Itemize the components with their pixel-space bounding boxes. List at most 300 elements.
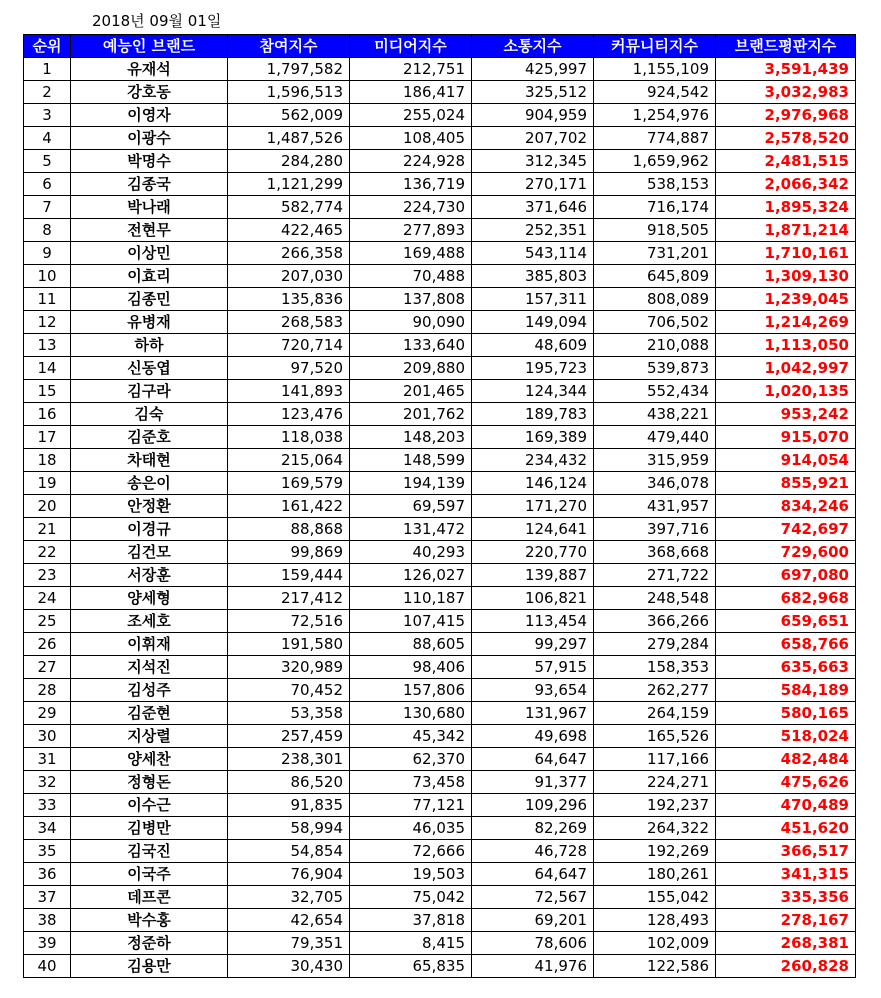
rank-cell: 37 [24,886,71,909]
table-row [24,58,856,81]
participation-cell: 88,868 [228,518,350,541]
participation-cell: 320,989 [228,656,350,679]
communication-cell: 904,959 [472,104,594,127]
table-row [24,518,856,541]
media-cell: 98,406 [350,656,472,679]
rank-cell: 39 [24,932,71,955]
table-row [24,150,856,173]
participation-cell: 1,596,513 [228,81,350,104]
reputation-index-cell: 268,381 [716,932,856,955]
media-cell: 212,751 [350,58,472,81]
participation-cell: 58,994 [228,817,350,840]
participation-cell: 257,459 [228,725,350,748]
brand-name-cell: 안정환 [71,495,228,518]
community-cell: 155,042 [594,886,716,909]
brand-name-cell: 조세호 [71,610,228,633]
community-cell: 210,088 [594,334,716,357]
participation-cell: 159,444 [228,564,350,587]
rank-cell: 22 [24,541,71,564]
table-row [24,334,856,357]
brand-name-cell: 김종국 [71,173,228,196]
brand-name-cell: 양세형 [71,587,228,610]
brand-name-cell: 데프콘 [71,886,228,909]
participation-cell: 42,654 [228,909,350,932]
participation-cell: 422,465 [228,219,350,242]
rank-cell: 6 [24,173,71,196]
brand-name-cell: 박수홍 [71,909,228,932]
rank-cell: 33 [24,794,71,817]
rank-cell: 28 [24,679,71,702]
reputation-index-cell: 341,315 [716,863,856,886]
community-cell: 368,668 [594,541,716,564]
media-cell: 131,472 [350,518,472,541]
community-cell: 264,159 [594,702,716,725]
participation-cell: 79,351 [228,932,350,955]
communication-cell: 425,997 [472,58,594,81]
table-row [24,219,856,242]
table-row [24,886,856,909]
participation-cell: 1,121,299 [228,173,350,196]
media-cell: 194,139 [350,472,472,495]
reputation-index-cell: 2,481,515 [716,150,856,173]
table-row [24,242,856,265]
community-cell: 431,957 [594,495,716,518]
communication-cell: 157,311 [472,288,594,311]
media-cell: 130,680 [350,702,472,725]
reputation-index-cell: 729,600 [716,541,856,564]
reputation-index-cell: 451,620 [716,817,856,840]
rank-cell: 3 [24,104,71,127]
media-cell: 107,415 [350,610,472,633]
communication-cell: 131,967 [472,702,594,725]
media-cell: 277,893 [350,219,472,242]
table-row [24,196,856,219]
community-cell: 315,959 [594,449,716,472]
rank-cell: 7 [24,196,71,219]
media-cell: 69,597 [350,495,472,518]
participation-cell: 238,301 [228,748,350,771]
brand-name-cell: 이경규 [71,518,228,541]
communication-cell: 543,114 [472,242,594,265]
participation-cell: 53,358 [228,702,350,725]
reputation-index-cell: 1,871,214 [716,219,856,242]
col-brand: 예능인 브랜드 [71,35,228,58]
brand-name-cell: 전현무 [71,219,228,242]
community-cell: 552,434 [594,380,716,403]
table-row [24,380,856,403]
table-row [24,426,856,449]
community-cell: 774,887 [594,127,716,150]
brand-name-cell: 차태현 [71,449,228,472]
brand-name-cell: 이효리 [71,265,228,288]
rank-cell: 38 [24,909,71,932]
communication-cell: 207,702 [472,127,594,150]
rank-cell: 20 [24,495,71,518]
brand-name-cell: 정준하 [71,932,228,955]
table-row [24,564,856,587]
reputation-index-cell: 914,054 [716,449,856,472]
brand-name-cell: 김성주 [71,679,228,702]
brand-name-cell: 김용만 [71,955,228,978]
community-cell: 262,277 [594,679,716,702]
community-cell: 716,174 [594,196,716,219]
brand-name-cell: 서장훈 [71,564,228,587]
media-cell: 209,880 [350,357,472,380]
community-cell: 346,078 [594,472,716,495]
reputation-index-cell: 1,214,269 [716,311,856,334]
communication-cell: 124,641 [472,518,594,541]
community-cell: 224,271 [594,771,716,794]
rank-cell: 8 [24,219,71,242]
table-row [24,817,856,840]
rank-cell: 29 [24,702,71,725]
communication-cell: 189,783 [472,403,594,426]
community-cell: 1,155,109 [594,58,716,81]
rank-cell: 25 [24,610,71,633]
communication-cell: 49,698 [472,725,594,748]
communication-cell: 234,432 [472,449,594,472]
communication-cell: 146,124 [472,472,594,495]
brand-name-cell: 이국주 [71,863,228,886]
table-row [24,173,856,196]
communication-cell: 325,512 [472,81,594,104]
table-row [24,127,856,150]
community-cell: 918,505 [594,219,716,242]
community-cell: 1,254,976 [594,104,716,127]
media-cell: 224,928 [350,150,472,173]
rank-cell: 12 [24,311,71,334]
communication-cell: 169,389 [472,426,594,449]
reputation-index-cell: 682,968 [716,587,856,610]
community-cell: 1,659,962 [594,150,716,173]
brand-name-cell: 이휘재 [71,633,228,656]
rank-cell: 35 [24,840,71,863]
reputation-index-cell: 260,828 [716,955,856,978]
brand-name-cell: 신동엽 [71,357,228,380]
table-row [24,357,856,380]
community-cell: 479,440 [594,426,716,449]
participation-cell: 169,579 [228,472,350,495]
reputation-index-cell: 1,113,050 [716,334,856,357]
community-cell: 117,166 [594,748,716,771]
table-row [24,541,856,564]
rank-cell: 18 [24,449,71,472]
communication-cell: 270,171 [472,173,594,196]
community-cell: 645,809 [594,265,716,288]
community-cell: 808,089 [594,288,716,311]
participation-cell: 141,893 [228,380,350,403]
brand-name-cell: 이수근 [71,794,228,817]
communication-cell: 46,728 [472,840,594,863]
rank-cell: 34 [24,817,71,840]
participation-cell: 72,516 [228,610,350,633]
table-row [24,610,856,633]
col-rank: 순위 [24,35,71,58]
media-cell: 70,488 [350,265,472,288]
participation-cell: 32,705 [228,886,350,909]
table-row [24,863,856,886]
participation-cell: 720,714 [228,334,350,357]
participation-cell: 70,452 [228,679,350,702]
media-cell: 255,024 [350,104,472,127]
communication-cell: 82,269 [472,817,594,840]
rank-cell: 32 [24,771,71,794]
brand-name-cell: 강호동 [71,81,228,104]
community-cell: 271,722 [594,564,716,587]
community-cell: 366,266 [594,610,716,633]
media-cell: 169,488 [350,242,472,265]
brand-name-cell: 김숙 [71,403,228,426]
media-cell: 90,090 [350,311,472,334]
brand-name-cell: 이광수 [71,127,228,150]
media-cell: 72,666 [350,840,472,863]
reputation-index-cell: 518,024 [716,725,856,748]
brand-name-cell: 이상민 [71,242,228,265]
media-cell: 19,503 [350,863,472,886]
participation-cell: 161,422 [228,495,350,518]
media-cell: 110,187 [350,587,472,610]
media-cell: 77,121 [350,794,472,817]
reputation-index-cell: 1,020,135 [716,380,856,403]
table-row [24,840,856,863]
brand-name-cell: 유병재 [71,311,228,334]
media-cell: 157,806 [350,679,472,702]
participation-cell: 562,009 [228,104,350,127]
reputation-index-cell: 1,239,045 [716,288,856,311]
brand-name-cell: 지상렬 [71,725,228,748]
media-cell: 201,762 [350,403,472,426]
communication-cell: 69,201 [472,909,594,932]
reputation-index-cell: 953,242 [716,403,856,426]
media-cell: 62,370 [350,748,472,771]
rank-cell: 23 [24,564,71,587]
reputation-index-cell: 697,080 [716,564,856,587]
brand-name-cell: 박나래 [71,196,228,219]
communication-cell: 64,647 [472,748,594,771]
rank-cell: 1 [24,58,71,81]
participation-cell: 266,358 [228,242,350,265]
brand-name-cell: 김종민 [71,288,228,311]
community-cell: 102,009 [594,932,716,955]
rank-cell: 27 [24,656,71,679]
media-cell: 40,293 [350,541,472,564]
reputation-index-cell: 1,710,161 [716,242,856,265]
rank-cell: 26 [24,633,71,656]
participation-cell: 217,412 [228,587,350,610]
reputation-index-cell: 659,651 [716,610,856,633]
table-row [24,104,856,127]
brand-name-cell: 하하 [71,334,228,357]
participation-cell: 207,030 [228,265,350,288]
participation-cell: 582,774 [228,196,350,219]
community-cell: 706,502 [594,311,716,334]
table-row [24,81,856,104]
brand-name-cell: 김구라 [71,380,228,403]
table-row [24,748,856,771]
table-row [24,932,856,955]
reputation-index-cell: 584,189 [716,679,856,702]
communication-cell: 78,606 [472,932,594,955]
rank-cell: 10 [24,265,71,288]
participation-cell: 123,476 [228,403,350,426]
rank-cell: 31 [24,748,71,771]
reputation-index-cell: 3,591,439 [716,58,856,81]
participation-cell: 1,797,582 [228,58,350,81]
col-participation: 참여지수 [228,35,350,58]
brand-name-cell: 박명수 [71,150,228,173]
community-cell: 438,221 [594,403,716,426]
col-media: 미디어지수 [350,35,472,58]
brand-name-cell: 양세찬 [71,748,228,771]
rank-cell: 36 [24,863,71,886]
participation-cell: 191,580 [228,633,350,656]
participation-cell: 54,854 [228,840,350,863]
media-cell: 45,342 [350,725,472,748]
community-cell: 128,493 [594,909,716,932]
table-row [24,311,856,334]
community-cell: 165,526 [594,725,716,748]
reputation-index-cell: 482,484 [716,748,856,771]
brand-name-cell: 이영자 [71,104,228,127]
participation-cell: 284,280 [228,150,350,173]
participation-cell: 97,520 [228,357,350,380]
participation-cell: 91,835 [228,794,350,817]
communication-cell: 48,609 [472,334,594,357]
communication-cell: 113,454 [472,610,594,633]
table-row [24,633,856,656]
reputation-index-cell: 278,167 [716,909,856,932]
communication-cell: 139,887 [472,564,594,587]
reputation-index-cell: 580,165 [716,702,856,725]
reputation-index-cell: 635,663 [716,656,856,679]
brand-name-cell: 유재석 [71,58,228,81]
reputation-index-cell: 470,489 [716,794,856,817]
participation-cell: 135,836 [228,288,350,311]
media-cell: 75,042 [350,886,472,909]
participation-cell: 76,904 [228,863,350,886]
rank-cell: 17 [24,426,71,449]
participation-cell: 215,064 [228,449,350,472]
community-cell: 192,269 [594,840,716,863]
media-cell: 108,405 [350,127,472,150]
reputation-index-cell: 2,976,968 [716,104,856,127]
brand-name-cell: 김준호 [71,426,228,449]
communication-cell: 93,654 [472,679,594,702]
reputation-index-cell: 2,066,342 [716,173,856,196]
col-communication: 소통지수 [472,35,594,58]
community-cell: 122,586 [594,955,716,978]
brand-name-cell: 김병만 [71,817,228,840]
communication-cell: 149,094 [472,311,594,334]
table-row [24,288,856,311]
rank-cell: 9 [24,242,71,265]
media-cell: 88,605 [350,633,472,656]
media-cell: 224,730 [350,196,472,219]
media-cell: 186,417 [350,81,472,104]
brand-name-cell: 송은이 [71,472,228,495]
rank-cell: 15 [24,380,71,403]
communication-cell: 109,296 [472,794,594,817]
reputation-index-cell: 366,517 [716,840,856,863]
community-cell: 248,548 [594,587,716,610]
media-cell: 65,835 [350,955,472,978]
brand-name-cell: 지석진 [71,656,228,679]
media-cell: 73,458 [350,771,472,794]
reputation-index-cell: 855,921 [716,472,856,495]
communication-cell: 72,567 [472,886,594,909]
table-row [24,265,856,288]
table-row [24,955,856,978]
communication-cell: 106,821 [472,587,594,610]
brand-name-cell: 김국진 [71,840,228,863]
participation-cell: 99,869 [228,541,350,564]
table-row [24,449,856,472]
rank-cell: 2 [24,81,71,104]
reputation-index-cell: 915,070 [716,426,856,449]
col-community: 커뮤니티지수 [594,35,716,58]
community-cell: 180,261 [594,863,716,886]
participation-cell: 30,430 [228,955,350,978]
reputation-index-cell: 658,766 [716,633,856,656]
community-cell: 538,153 [594,173,716,196]
reputation-index-cell: 834,246 [716,495,856,518]
media-cell: 148,203 [350,426,472,449]
participation-cell: 1,487,526 [228,127,350,150]
communication-cell: 171,270 [472,495,594,518]
community-cell: 192,237 [594,794,716,817]
community-cell: 731,201 [594,242,716,265]
communication-cell: 41,976 [472,955,594,978]
communication-cell: 371,646 [472,196,594,219]
rank-cell: 14 [24,357,71,380]
communication-cell: 91,377 [472,771,594,794]
communication-cell: 220,770 [472,541,594,564]
community-cell: 158,353 [594,656,716,679]
communication-cell: 385,803 [472,265,594,288]
community-cell: 539,873 [594,357,716,380]
rank-cell: 11 [24,288,71,311]
communication-cell: 252,351 [472,219,594,242]
table-row [24,702,856,725]
communication-cell: 312,345 [472,150,594,173]
table-row [24,679,856,702]
media-cell: 126,027 [350,564,472,587]
community-cell: 264,322 [594,817,716,840]
reputation-index-cell: 3,032,983 [716,81,856,104]
reputation-index-cell: 1,042,997 [716,357,856,380]
participation-cell: 86,520 [228,771,350,794]
table-row [24,403,856,426]
participation-cell: 118,038 [228,426,350,449]
media-cell: 37,818 [350,909,472,932]
brand-reputation-table [23,34,856,978]
media-cell: 133,640 [350,334,472,357]
communication-cell: 64,647 [472,863,594,886]
rank-cell: 21 [24,518,71,541]
reputation-index-cell: 1,309,130 [716,265,856,288]
media-cell: 8,415 [350,932,472,955]
date-label: 2018년 09월 01일 [92,12,222,30]
communication-cell: 195,723 [472,357,594,380]
rank-cell: 40 [24,955,71,978]
header-row [24,35,856,58]
media-cell: 148,599 [350,449,472,472]
participation-cell: 268,583 [228,311,350,334]
rank-cell: 30 [24,725,71,748]
communication-cell: 57,915 [472,656,594,679]
col-reputation-index: 브랜드평판지수 [716,35,856,58]
rank-cell: 4 [24,127,71,150]
